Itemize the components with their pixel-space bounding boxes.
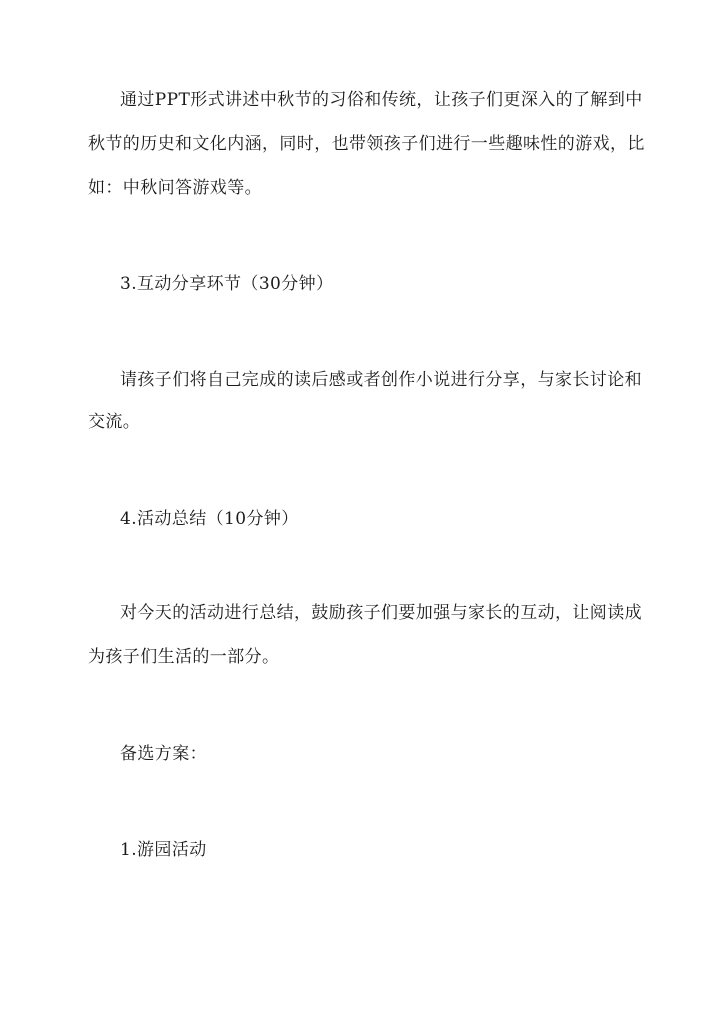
section-heading-summary: 4.活动总结（10分钟） bbox=[120, 509, 299, 529]
section-heading-alternatives: 备选方案： bbox=[120, 744, 207, 764]
section-heading-interactive-sharing: 3.互动分享环节（30分钟） bbox=[120, 274, 334, 294]
paragraph-intro-line-2: 秋节的历史和文化内涵，同时，也带领孩子们进行一些趣味性的游戏，比 bbox=[88, 134, 645, 154]
paragraph-sharing-line-1: 请孩子们将自己完成的读后感或者创作小说进行分享，与家长讨论和 bbox=[120, 370, 642, 390]
paragraph-intro-line-3: 如：中秋问答游戏等。 bbox=[88, 178, 262, 198]
section-heading-garden-activity: 1.游园活动 bbox=[120, 840, 207, 860]
paragraph-summary-line-2: 为孩子们生活的一部分。 bbox=[88, 647, 280, 667]
paragraph-sharing-line-2: 交流。 bbox=[88, 412, 141, 432]
paragraph-summary-line-1: 对今天的活动进行总结，鼓励孩子们要加强与家长的互动，让阅读成 bbox=[120, 603, 642, 623]
paragraph-intro-line-1: 通过PPT形式讲述中秋节的习俗和传统，让孩子们更深入的了解到中 bbox=[120, 90, 643, 110]
